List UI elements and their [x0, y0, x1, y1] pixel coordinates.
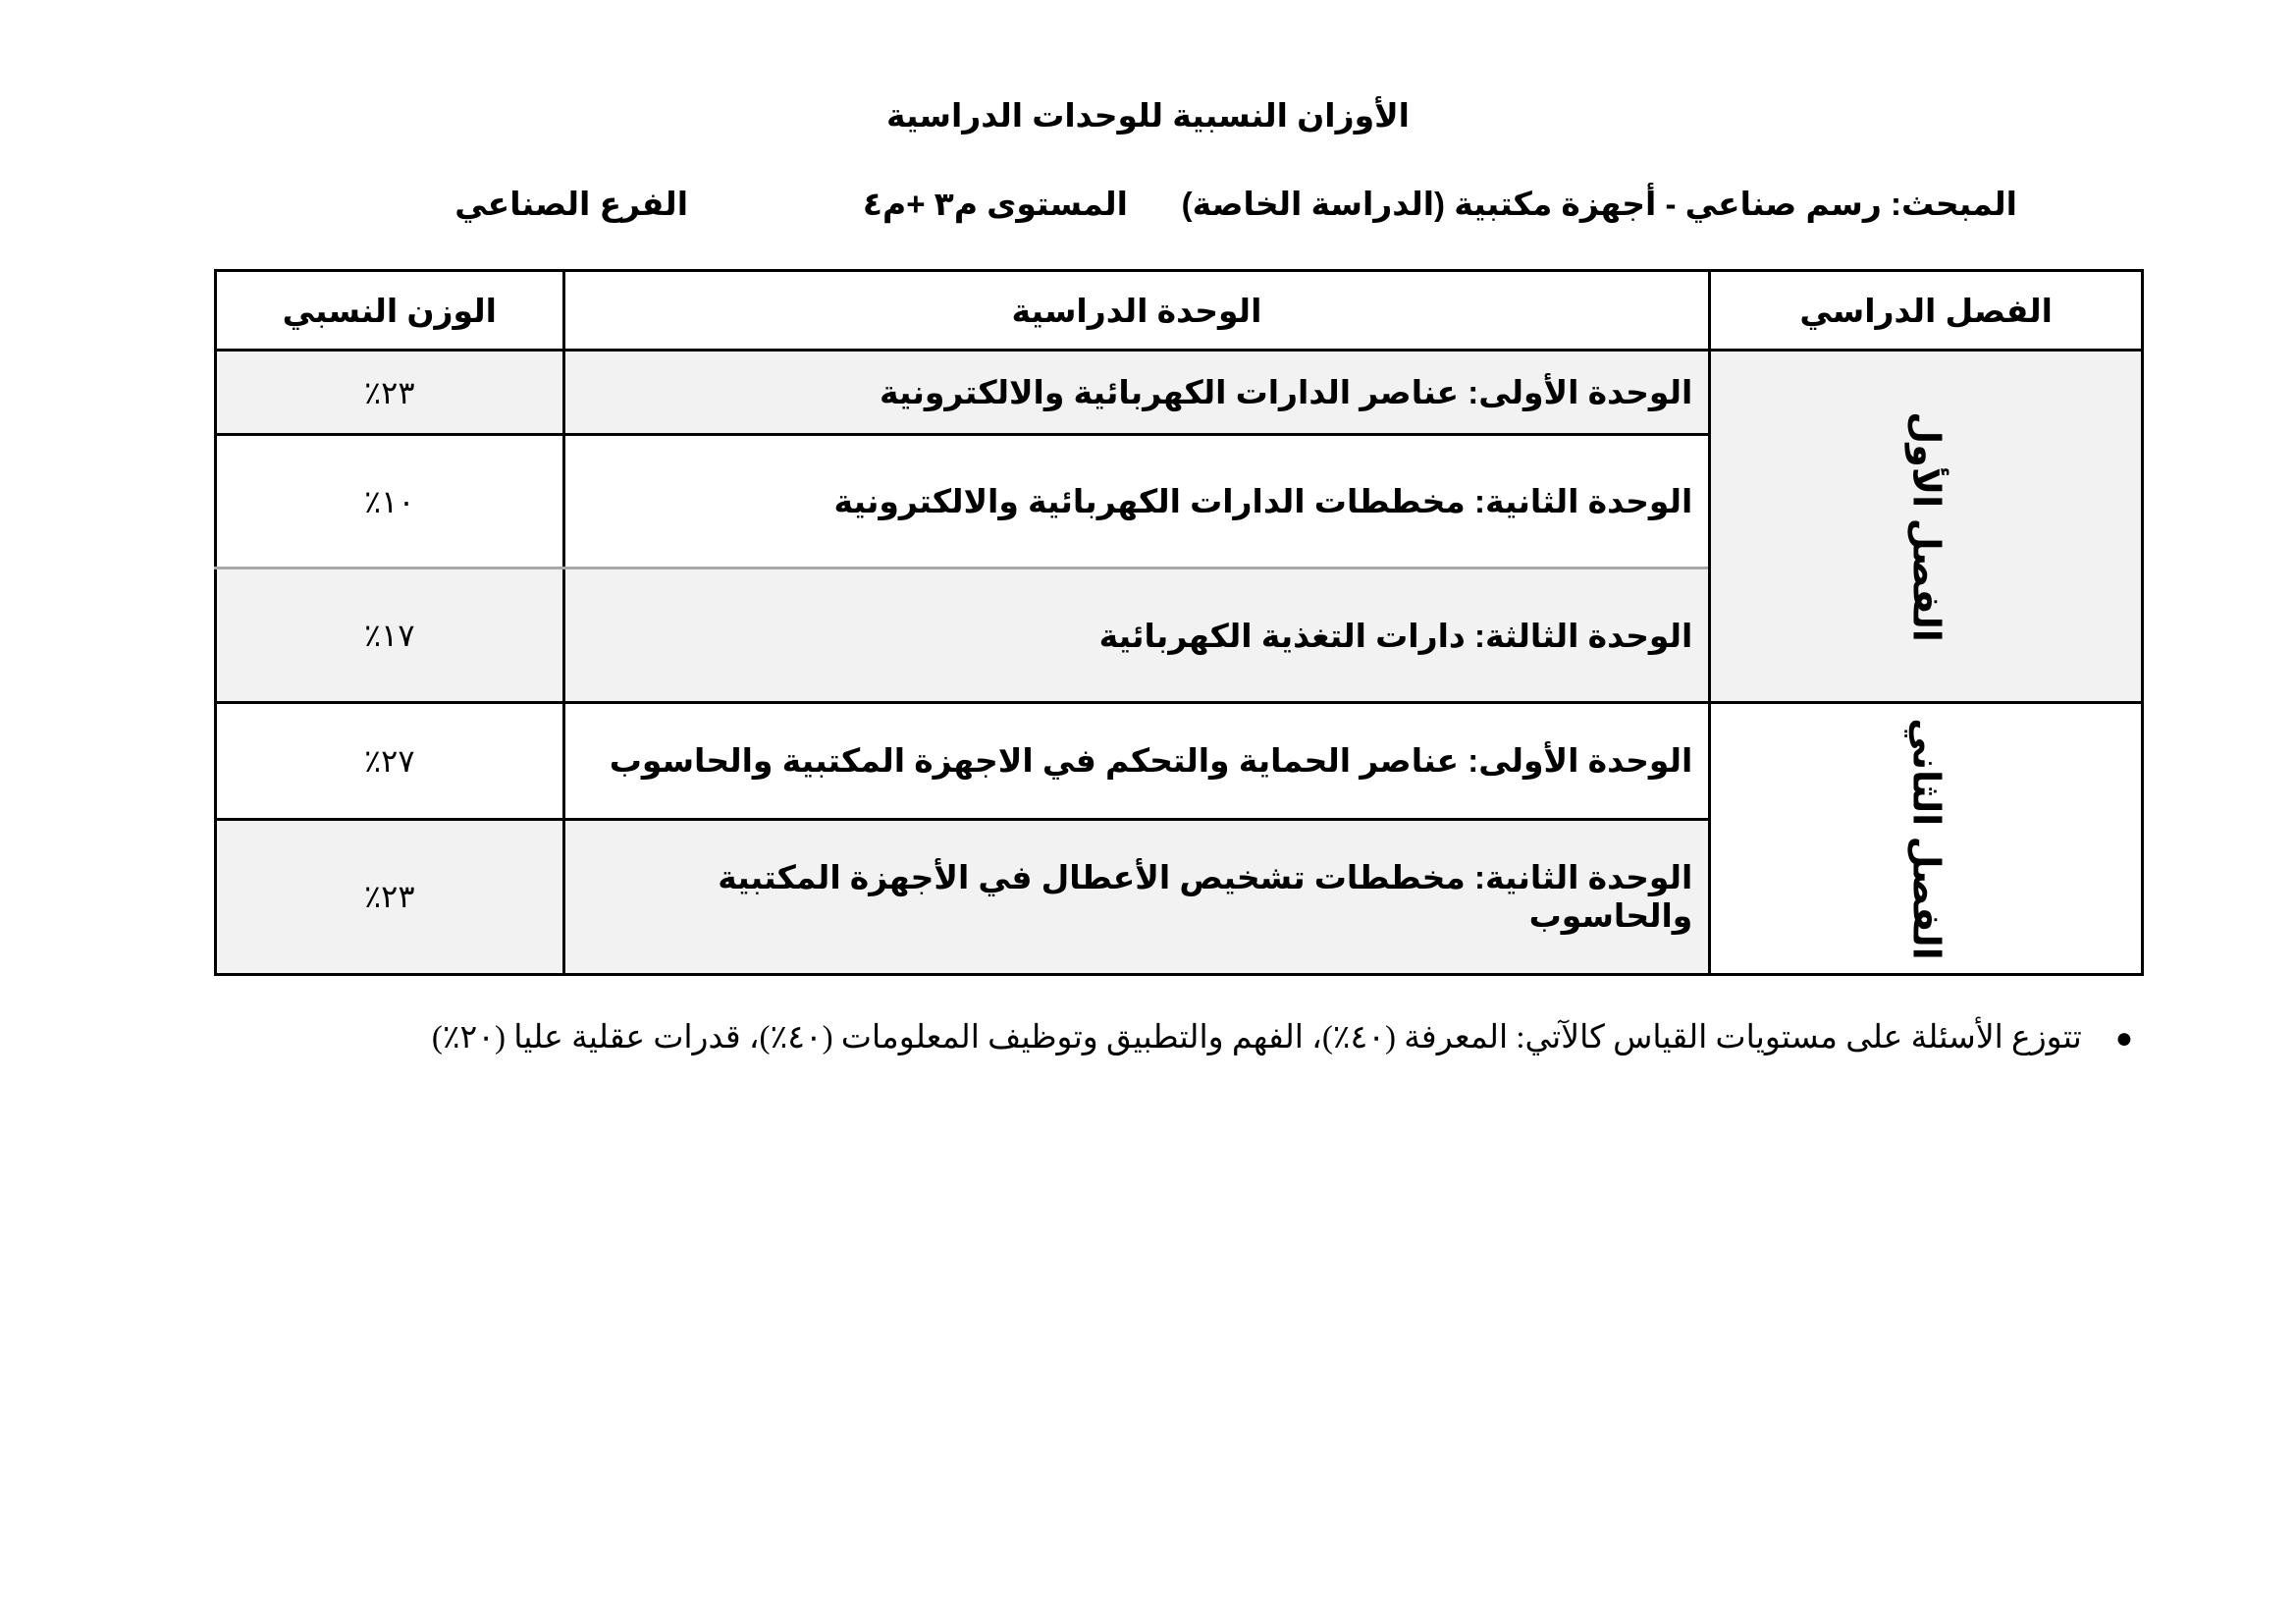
- header-unit: الوحدة الدراسية: [563, 271, 1710, 351]
- distribution-note: [432, 1017, 2133, 1056]
- weight-cell: ١٧٪: [216, 568, 564, 702]
- bullet-icon: ●: [2114, 1022, 2133, 1055]
- semester-label: الفصل الثاني: [1904, 717, 1947, 960]
- weight-cell: ١٠٪: [216, 435, 564, 568]
- semester-cell-second: [1710, 703, 2143, 975]
- weight-cell: ٢٧٪: [216, 703, 564, 819]
- unit-cell: الوحدة الثانية: مخططات تشخيص الأعطال في الأجهزة المكتبية والحاسوب: [563, 819, 1710, 974]
- semester-label: الفصل الأول: [1904, 410, 1947, 642]
- table-row: [216, 703, 2143, 819]
- document-title: الأوزان النسبية للوحدات الدراسية: [886, 97, 1410, 134]
- unit-cell: الوحدة الثانية: مخططات الدارات الكهربائية والالكترونية: [563, 435, 1710, 568]
- header-semester: الفصل الدراسي: [1710, 271, 2143, 351]
- table-header-row: [216, 271, 2143, 351]
- header-weight: الوزن النسبي: [216, 271, 564, 351]
- subject-label: المبحث: رسم صناعي - أجهزة مكتبية (الدراسة الخاصة): [1181, 186, 2017, 222]
- note-text: تتوزع الأسئلة على مستويات القياس كالآتي: المعرفة (٤٠٪)، الفهم والتطبيق وتوظيف المعلومات (٤٠٪)، قدرات عقلية عليا (٢٠٪): [431, 1020, 2082, 1056]
- level-label: المستوى م٣ +م٤: [862, 186, 1128, 222]
- unit-cell: الوحدة الأولى: عناصر الحماية والتحكم في الاجهزة المكتبية والحاسوب: [563, 703, 1710, 819]
- semester-cell-first: [1710, 351, 2143, 703]
- branch-label: الفرع الصناعي: [454, 186, 688, 222]
- relative-weights-table: [214, 269, 2144, 976]
- unit-cell: الوحدة الثالثة: دارات التغذية الكهربائية: [563, 568, 1710, 702]
- table-row: [216, 351, 2143, 435]
- weight-cell: ٢٣٪: [216, 351, 564, 435]
- weight-cell: ٢٣٪: [216, 819, 564, 974]
- unit-cell: الوحدة الأولى: عناصر الدارات الكهربائية والالكترونية: [563, 351, 1710, 435]
